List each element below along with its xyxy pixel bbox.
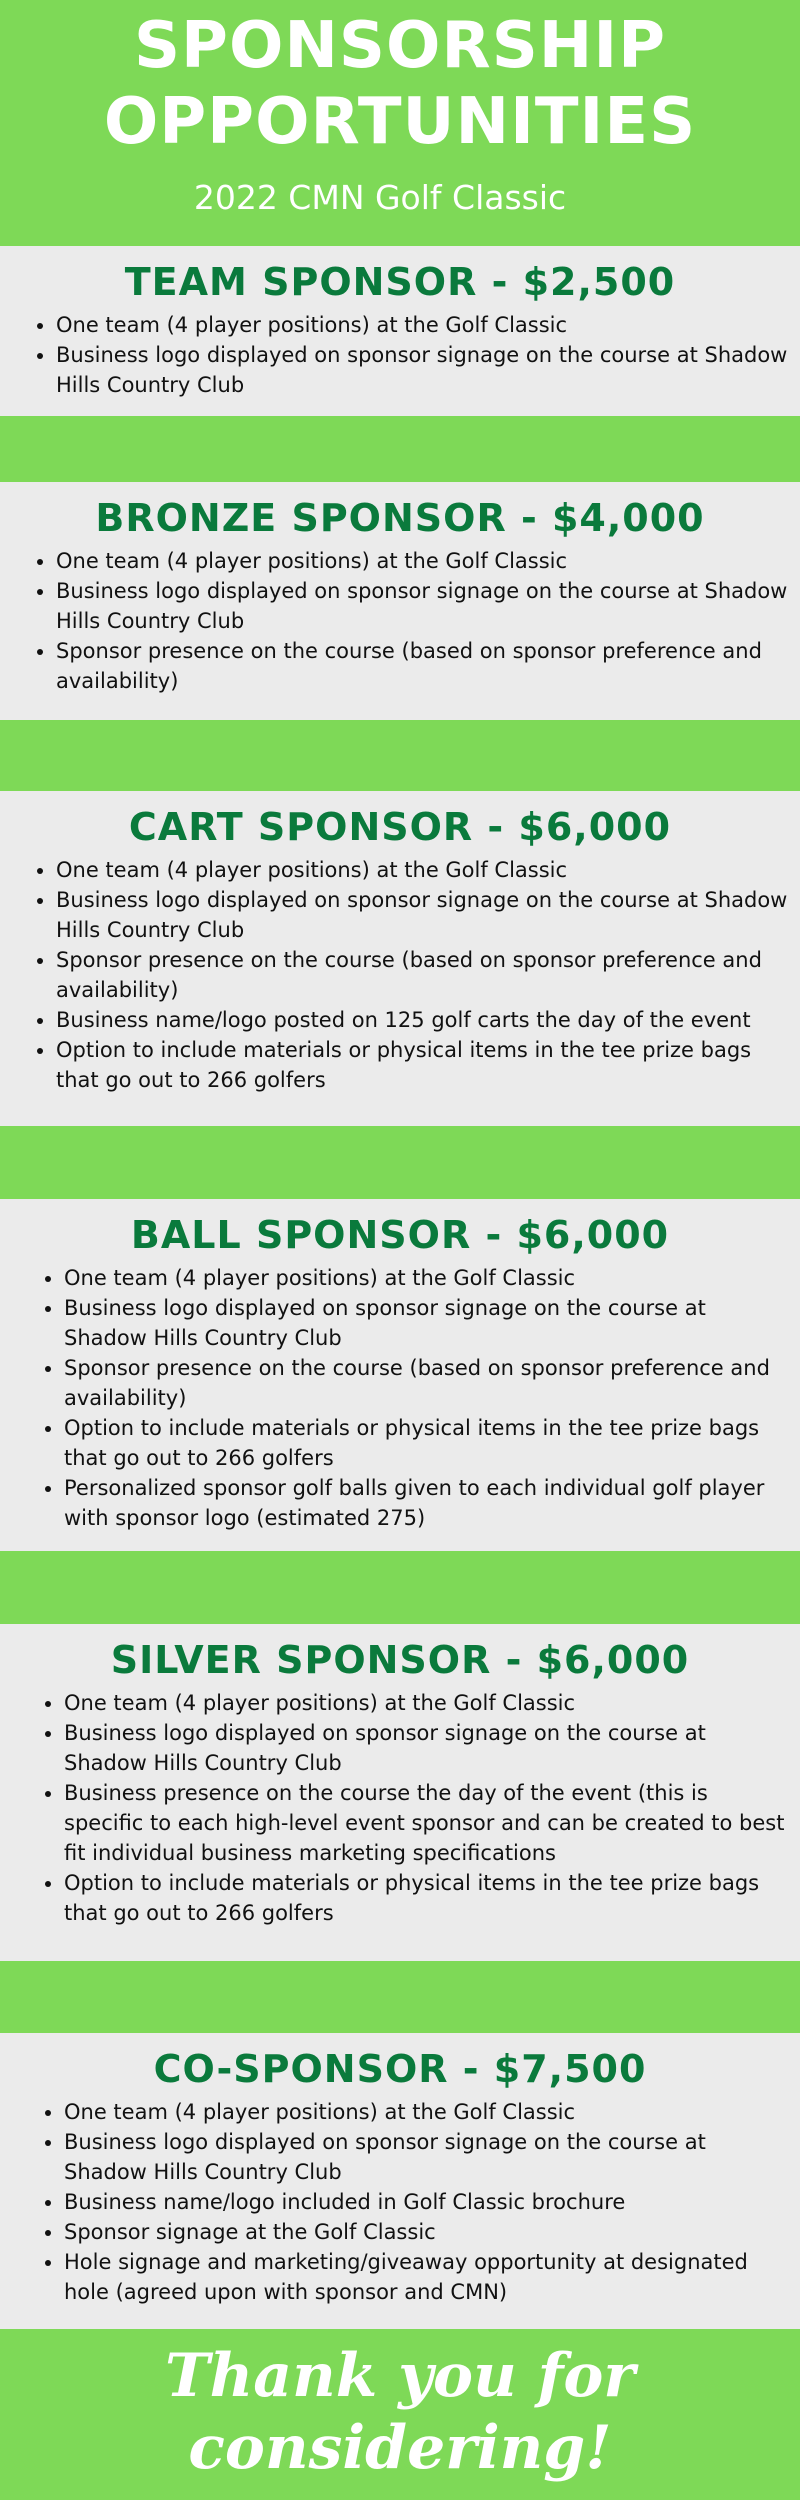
list-item: • Sponsor presence on the course (based on sponsor preference and availability) bbox=[56, 636, 788, 696]
thanks-line-1: Thank you for bbox=[164, 2341, 636, 2411]
list-item: • Business logo displayed on sponsor signage on the course at Shadow Hills Country Club bbox=[64, 1293, 788, 1353]
list-item: • Hole signage and marketing/giveaway opportunity at designated hole (agreed upon with sponsor and CMN) bbox=[64, 2247, 788, 2307]
title-line-2: OPPORTUNITIES bbox=[103, 85, 697, 159]
benefit-list bbox=[0, 310, 800, 400]
ball-sponsor-section bbox=[0, 1199, 800, 1551]
list-item: • Personalized sponsor golf balls given to each individual golf player with sponsor logo (estimated 275) bbox=[64, 1473, 788, 1533]
section-title: CART SPONSOR - $6,000 bbox=[128, 805, 672, 849]
list-item: • One team (4 player positions) at the Golf Classic bbox=[56, 546, 788, 576]
list-item: • One team (4 player positions) at the Golf Classic bbox=[64, 1688, 788, 1718]
thank-you-message bbox=[0, 2340, 800, 2500]
thanks-line-2: considering! bbox=[188, 2413, 612, 2483]
cart-sponsor-section bbox=[0, 791, 800, 1126]
list-item: • Business logo displayed on sponsor signage on the course at Shadow Hills Country Club bbox=[56, 885, 788, 945]
list-item: • Business logo displayed on sponsor signage on the course at Shadow Hills Country Club bbox=[56, 340, 788, 400]
bronze-sponsor-section bbox=[0, 482, 800, 720]
list-item: • Business presence on the course the day of the event (this is specific to each high-level event sponsor and can be created to best fit individual business marketing specifications bbox=[64, 1778, 788, 1868]
benefit-list bbox=[0, 2097, 800, 2307]
list-item: • Option to include materials or physical items in the tee prize bags that go out to 266 golfers bbox=[64, 1413, 788, 1473]
list-item: • One team (4 player positions) at the Golf Classic bbox=[64, 2097, 788, 2127]
section-title: BALL SPONSOR - $6,000 bbox=[130, 1213, 670, 1257]
section-title: TEAM SPONSOR - $2,500 bbox=[124, 260, 676, 304]
list-item: • Business logo displayed on sponsor signage on the course at Shadow Hills Country Club bbox=[56, 576, 788, 636]
section-title: BRONZE SPONSOR - $4,000 bbox=[95, 496, 705, 540]
list-item: • Option to include materials or physical items in the tee prize bags that go out to 266 golfers bbox=[64, 1868, 788, 1928]
list-item: • Business name/logo included in Golf Classic brochure bbox=[64, 2187, 788, 2217]
list-item: • Business logo displayed on sponsor signage on the course at Shadow Hills Country Club bbox=[64, 2127, 788, 2187]
page-title bbox=[0, 0, 800, 160]
co-sponsor-section bbox=[0, 2033, 800, 2329]
page-subtitle: 2022 CMN Golf Classic bbox=[193, 178, 567, 217]
title-line-1: SPONSORSHIP bbox=[133, 9, 667, 83]
list-item: • One team (4 player positions) at the Golf Classic bbox=[56, 310, 788, 340]
list-item: • Sponsor presence on the course (based on sponsor preference and availability) bbox=[56, 945, 788, 1005]
header-banner bbox=[0, 0, 800, 246]
list-item: • Business name/logo posted on 125 golf carts the day of the event bbox=[56, 1005, 788, 1035]
benefit-list bbox=[0, 546, 800, 696]
silver-sponsor-section bbox=[0, 1624, 800, 1961]
section-title: SILVER SPONSOR - $6,000 bbox=[110, 1638, 690, 1682]
section-title: CO-SPONSOR - $7,500 bbox=[153, 2047, 647, 2091]
list-item: • One team (4 player positions) at the Golf Classic bbox=[64, 1263, 788, 1293]
list-item: • Option to include materials or physical items in the tee prize bags that go out to 266 golfers bbox=[56, 1035, 788, 1095]
list-item: • Sponsor signage at the Golf Classic bbox=[64, 2217, 788, 2247]
benefit-list bbox=[0, 855, 800, 1095]
benefit-list bbox=[0, 1263, 800, 1533]
list-item: • One team (4 player positions) at the Golf Classic bbox=[56, 855, 788, 885]
team-sponsor-section bbox=[0, 246, 800, 416]
list-item: • Sponsor presence on the course (based on sponsor preference and availability) bbox=[64, 1353, 788, 1413]
benefit-list bbox=[0, 1688, 800, 1928]
list-item: • Business logo displayed on sponsor signage on the course at Shadow Hills Country Club bbox=[64, 1718, 788, 1778]
